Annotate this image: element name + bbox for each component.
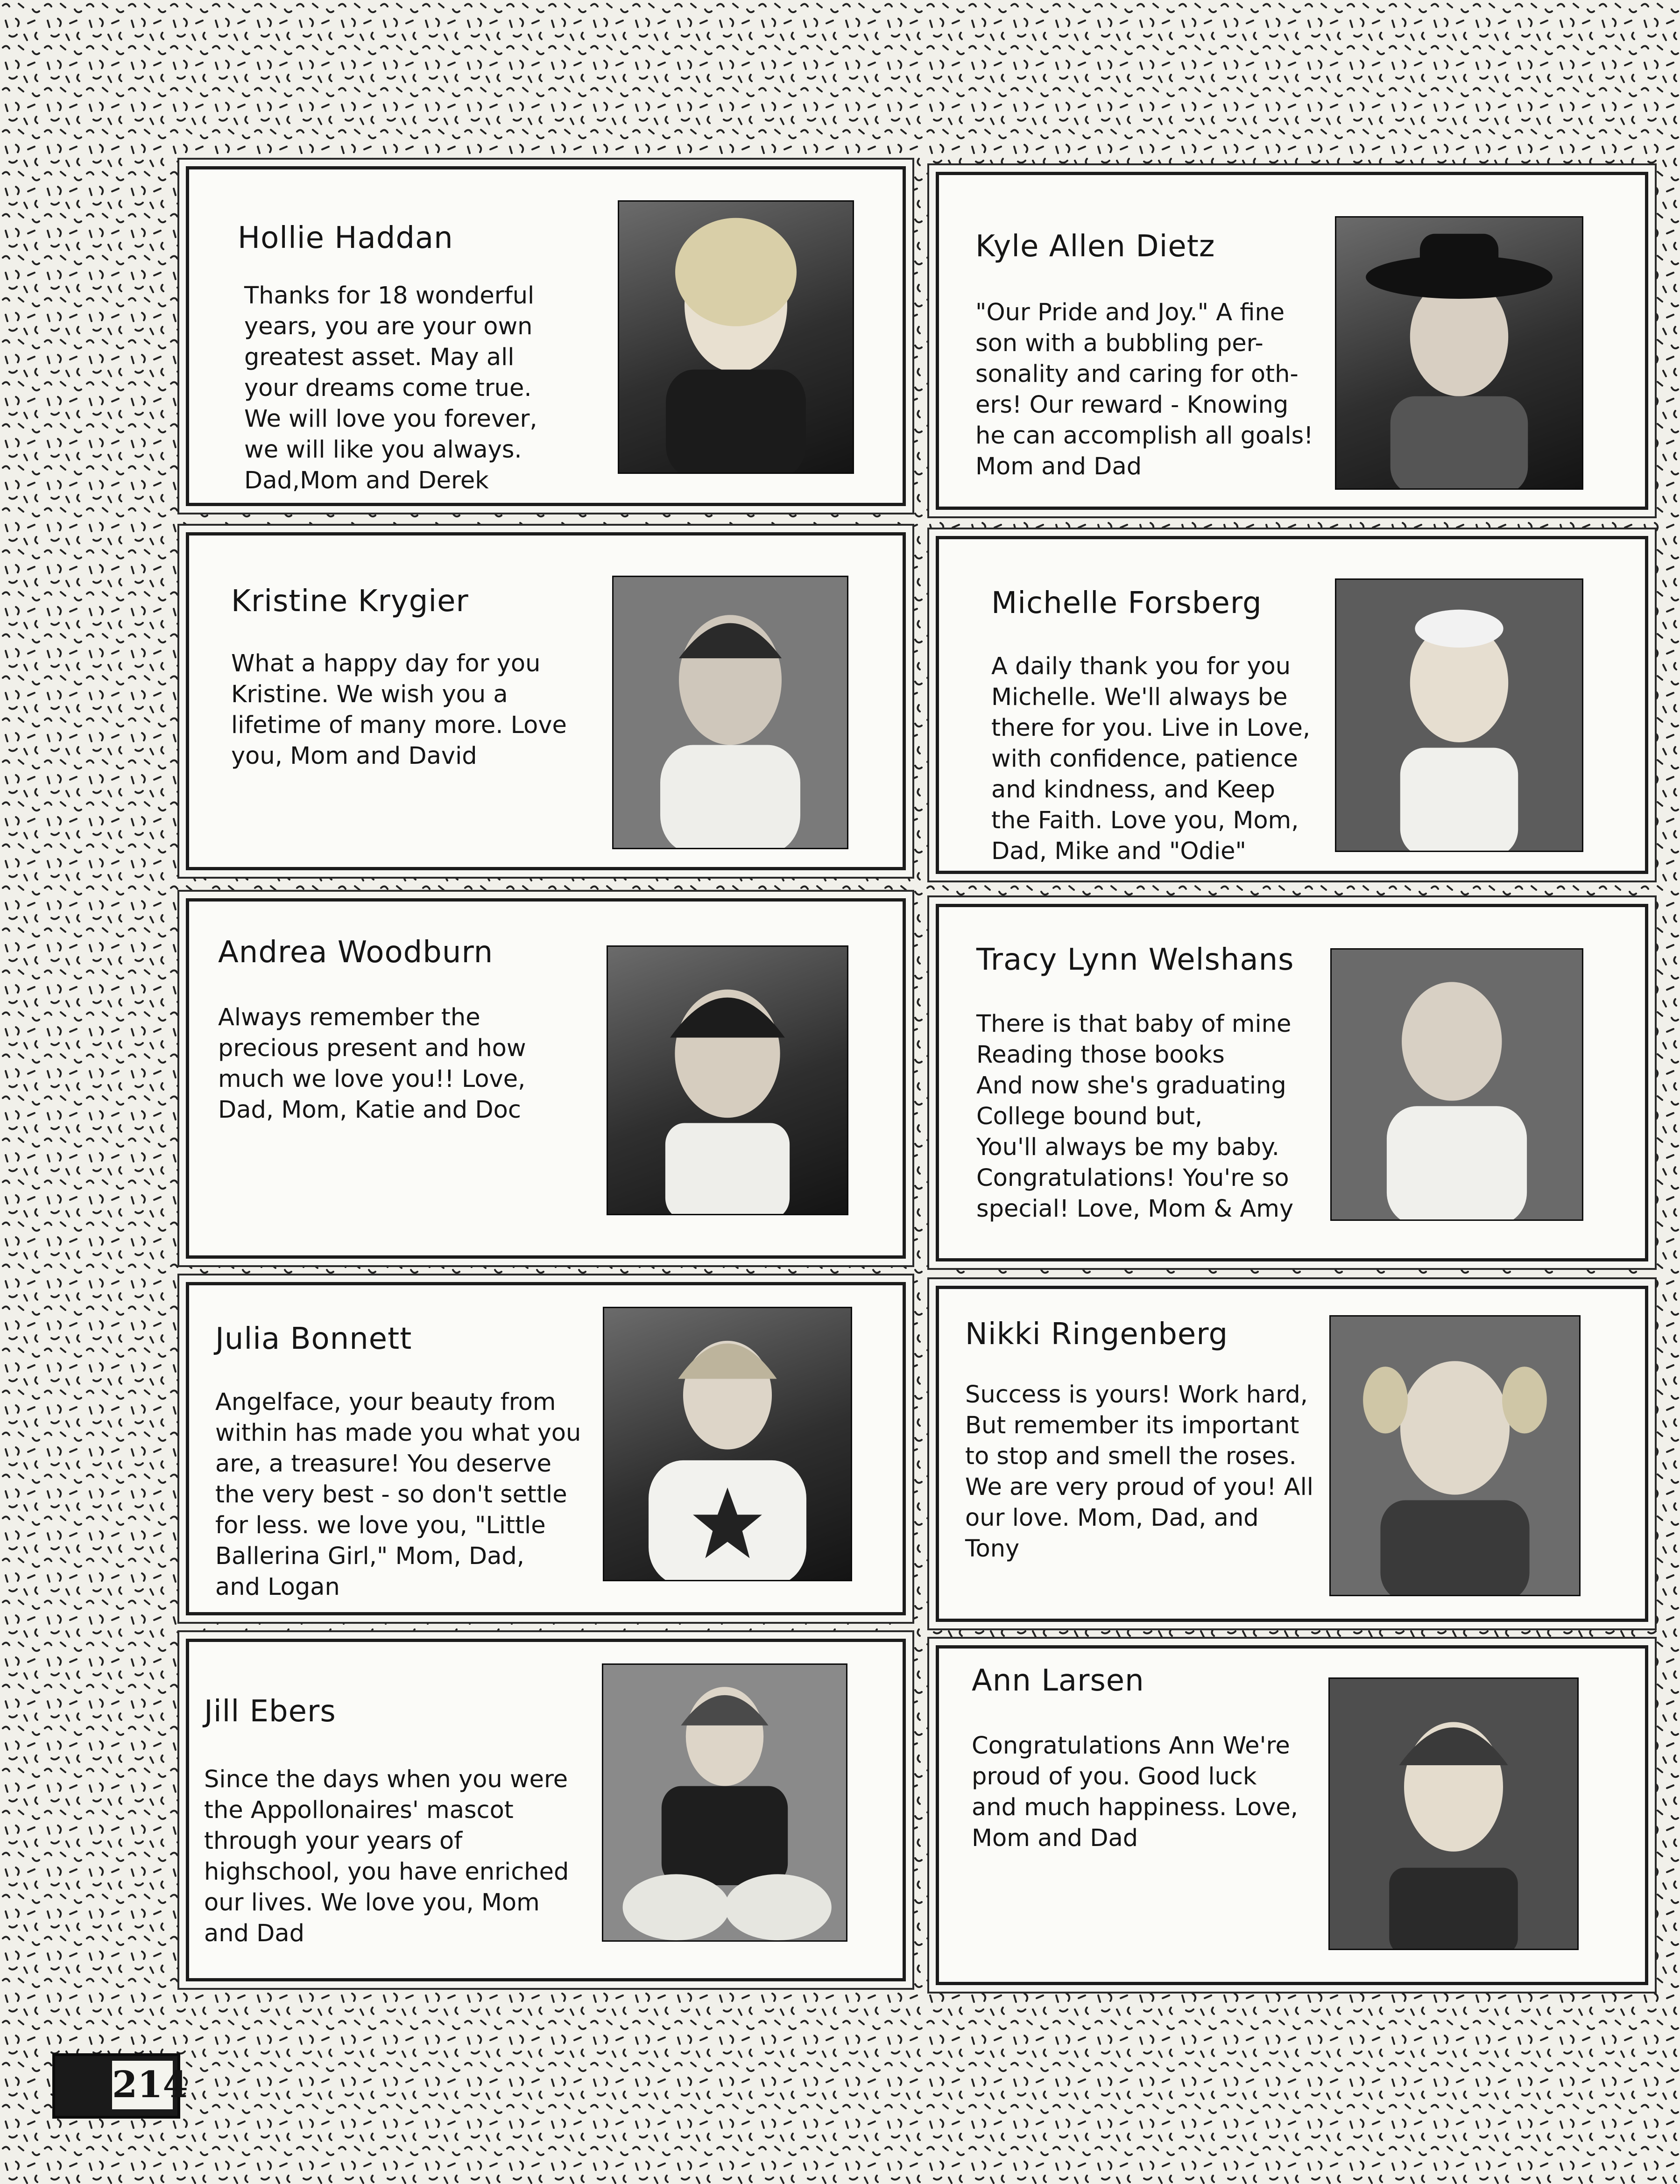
portrait-placeholder-icon (1336, 218, 1582, 488)
ad-card-hollie-haddan (186, 166, 906, 506)
child-photo (618, 200, 854, 474)
child-photo (602, 1663, 847, 1942)
ad-card-kristine-krygier (186, 532, 906, 870)
portrait-placeholder-icon (1332, 950, 1582, 1219)
ad-name: Tracy Lynn Welshans (976, 943, 1294, 977)
ad-message: Success is yours! Work hard, But remember its important to stop and smell the roses. We are very proud of you! All our love. Mom, Dad, and Tony (965, 1381, 1313, 1563)
portrait-placeholder-icon (1330, 1679, 1577, 1949)
ad-message: A daily thank you for you Michelle. We'll always be there for you. Live in Love, with confidence, patience and kindness, and Keep the Faith. Love you, Mom, Dad, Mike and "Odie" (991, 653, 1311, 865)
ad-message: There is that baby of mine Reading those books And now she's graduating College bound but, You'll always be my baby. Congratulations! You're so special! Love, Mom & Amy (976, 1010, 1294, 1223)
ad-name: Ann Larsen (972, 1663, 1144, 1698)
child-photo (1329, 1315, 1581, 1596)
page-number-tab (52, 2053, 188, 2119)
child-photo (612, 576, 848, 849)
ad-card-andrea-woodburn (186, 898, 906, 1259)
child-photo (1335, 578, 1583, 852)
portrait-placeholder-icon (604, 1308, 851, 1580)
ad-message: Since the days when you were the Appollonaires' mascot through your years of highschool, you have enriched our lives. We love you, Mom and Dad (204, 1766, 569, 1947)
ad-name: Michelle Forsberg (991, 586, 1262, 620)
ad-name: Kristine Krygier (231, 584, 469, 619)
ad-message: What a happy day for you Kristine. We wish you a lifetime of many more. Love you, Mom and David (231, 650, 567, 770)
portrait-placeholder-icon (608, 947, 847, 1214)
portrait-placeholder-icon (603, 1665, 846, 1940)
ad-card-kyle-allen-dietz (936, 172, 1648, 510)
ad-message: Angelface, your beauty from within has made you what you are, a treasure! You deserve the very best - so don't settle for less. we love you, "Little Ballerina Girl," Mom, Dad, and Logan (215, 1388, 581, 1601)
ad-message: "Our Pride and Joy." A fine son with a bubbling per- sonality and caring for oth- ers! Our reward - Knowing he can accomplish all goals! Mom and Dad (975, 299, 1313, 480)
ad-message: Always remember the precious present and how much we love you!! Love, Dad, Mom, Katie and Doc (218, 1004, 526, 1124)
portrait-placeholder-icon (619, 202, 853, 472)
ad-name: Hollie Haddan (238, 221, 453, 255)
child-photo (1330, 948, 1583, 1221)
portrait-placeholder-icon (614, 577, 847, 848)
child-photo (1335, 216, 1583, 490)
ad-name: Kyle Allen Dietz (975, 229, 1215, 264)
ad-card-ann-larsen (936, 1645, 1648, 1985)
ad-card-tracy-lynn-welshans (936, 904, 1648, 1261)
portrait-placeholder-icon (1331, 1317, 1579, 1595)
ad-name: Jill Ebers (204, 1694, 336, 1729)
ad-card-julia-bonnett (186, 1282, 906, 1615)
ad-message: Congratulations Ann We're proud of you. Good luck and much happiness. Love, Mom and Dad (972, 1732, 1298, 1852)
child-photo (603, 1307, 852, 1581)
ad-name: Andrea Woodburn (218, 935, 494, 970)
page-number: 214 (112, 2061, 173, 2109)
ad-card-michelle-forsberg (936, 536, 1648, 874)
ad-card-nikki-ringenberg (936, 1286, 1648, 1622)
child-photo (607, 945, 848, 1215)
ad-card-jill-ebers (186, 1639, 906, 1981)
ad-message: Thanks for 18 wonderful years, you are your own greatest asset. May all your dreams come true. We will love you forever, we will like you always. Dad,Mom and Derek (244, 282, 537, 494)
ad-name: Nikki Ringenberg (965, 1317, 1228, 1352)
portrait-placeholder-icon (1336, 580, 1582, 851)
ad-name: Julia Bonnett (215, 1322, 412, 1356)
child-photo (1328, 1677, 1579, 1950)
